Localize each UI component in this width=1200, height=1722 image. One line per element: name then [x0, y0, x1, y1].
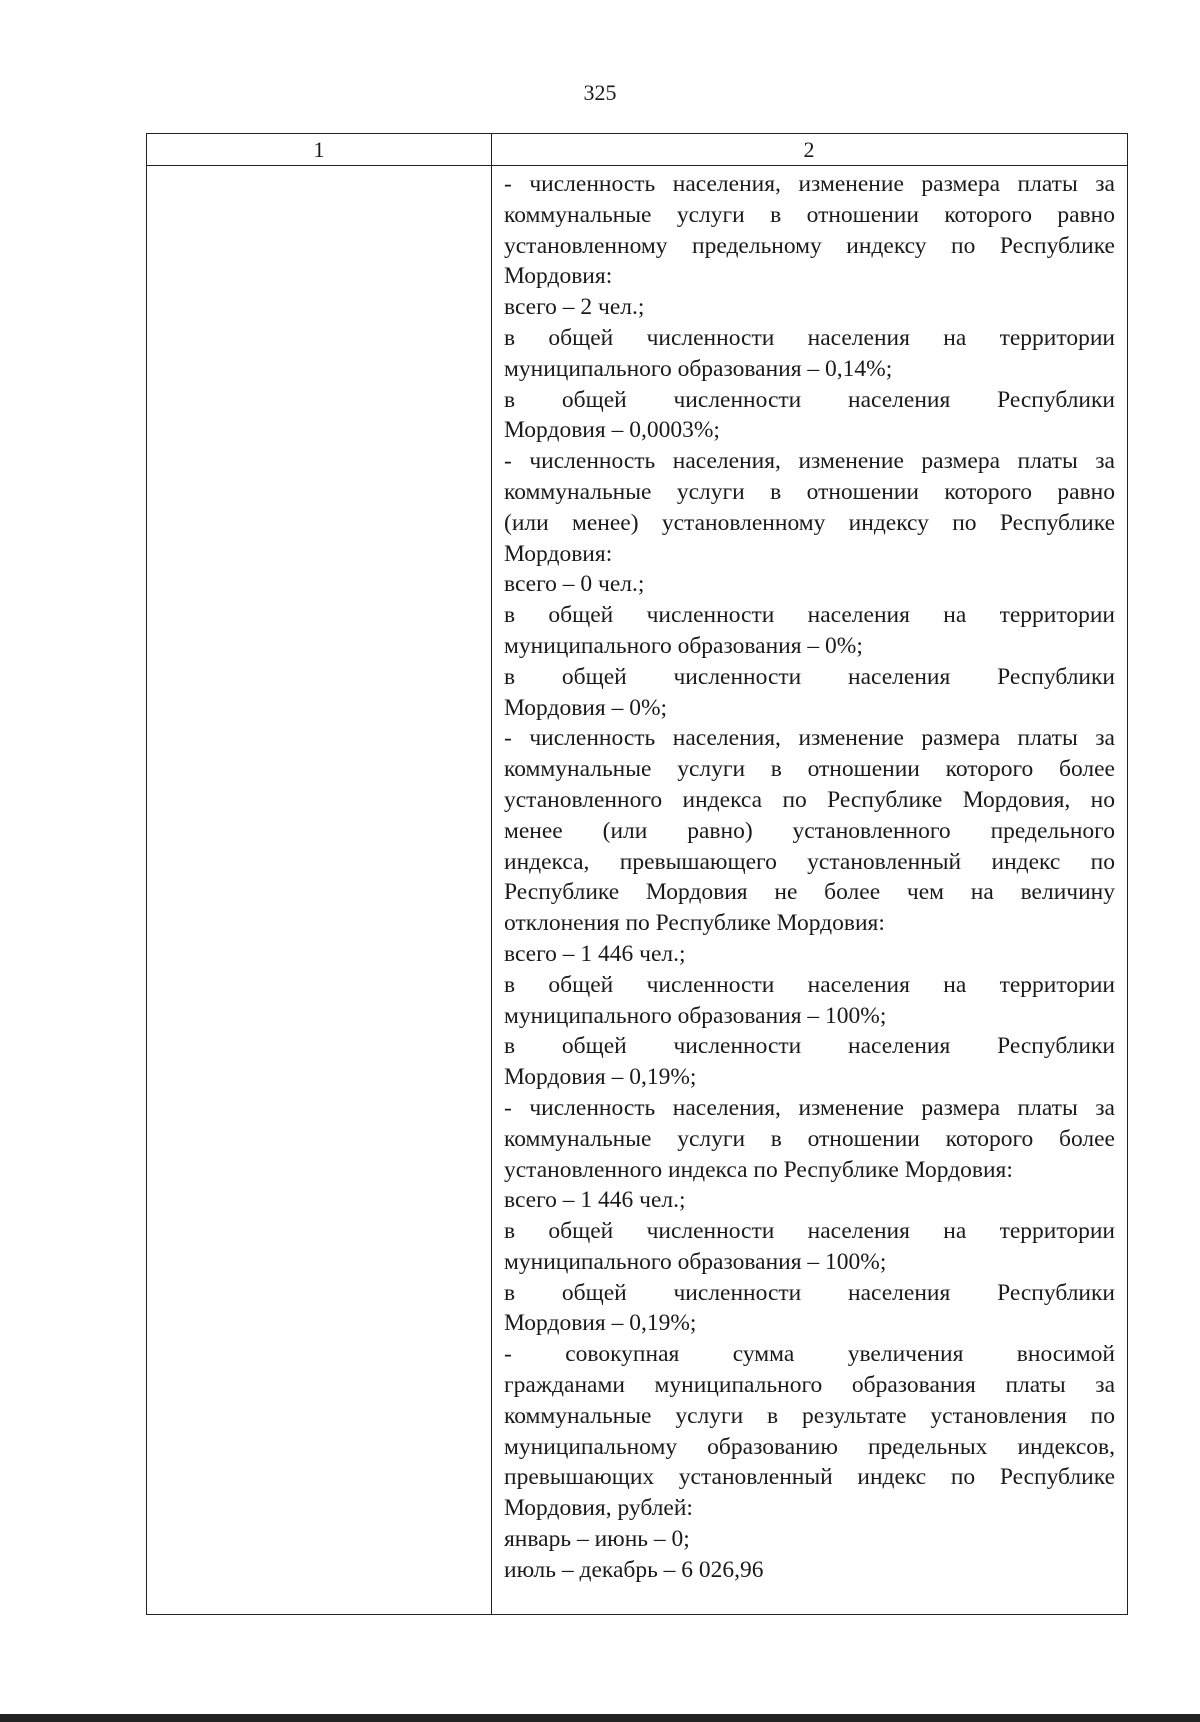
text-line: гражданами муниципального образования платы за — [504, 1372, 1115, 1399]
text-line: коммунальные услуги в результате установления по — [504, 1402, 1115, 1429]
text-line: Мордовия: — [504, 263, 613, 290]
text-line: Мордовия, рублей: — [504, 1495, 693, 1522]
table-header-row — [147, 134, 1127, 166]
text-line: Мордовия – 0,19%; — [504, 1310, 697, 1337]
text-line: июль – декабрь – 6 026,96 — [504, 1556, 764, 1583]
text-line: всего – 1 446 чел.; — [504, 1187, 686, 1214]
column-divider — [491, 134, 492, 1614]
text-line: муниципальному образованию предельных индексов, — [504, 1433, 1115, 1460]
text-line: Мордовия – 0,0003%; — [504, 417, 720, 444]
text-line: - численность населения, изменение размера платы за — [504, 171, 1115, 197]
text-line: в общей численности населения на территории — [504, 971, 1115, 998]
text-line: в общей численности населения Республики — [504, 1279, 1115, 1306]
page-number: 325 — [583, 80, 617, 105]
header-cell-column-1: 1 — [313, 137, 325, 162]
text-line: коммунальные услуги в отношении которого более — [504, 756, 1115, 783]
text-line: в общей численности населения на территории — [504, 1218, 1115, 1245]
text-line: коммунальные услуги в отношении которого более — [504, 1125, 1115, 1152]
text-line: муниципального образования – 0%; — [504, 632, 863, 659]
document-table — [146, 133, 1128, 1615]
text-line: - численность населения, изменение размера платы за — [504, 448, 1115, 475]
text-line: муниципального образования – 100%; — [504, 1248, 887, 1275]
text-line: отклонения по Республике Мордовия: — [504, 910, 885, 937]
column-2-content — [504, 169, 1115, 1586]
text-line: в общей численности населения на территории — [504, 602, 1115, 629]
text-line: январь – июнь – 0; — [504, 1526, 690, 1553]
text-line: в общей численности населения Республики — [504, 663, 1115, 690]
text-line: муниципального образования – 0,14%; — [504, 355, 893, 382]
text-line: Мордовия – 0%; — [504, 694, 668, 721]
text-line: всего – 2 чел.; — [504, 294, 645, 321]
text-line: в общей численности населения Республики — [504, 1033, 1115, 1060]
text-line: менее (или равно) установленного предельного — [504, 817, 1115, 844]
text-line: всего – 0 чел.; — [504, 571, 645, 598]
text-line: установленному предельному индексу по Республике — [504, 232, 1115, 259]
text-line: Мордовия: — [504, 540, 613, 567]
text-line: Республике Мордовия не более чем на величину — [504, 879, 1115, 906]
text-line: Мордовия – 0,19%; — [504, 1064, 697, 1091]
text-line: муниципального образования – 100%; — [504, 1002, 887, 1029]
text-line: установленного индекса по Республике Мордовия: — [504, 1156, 1013, 1183]
text-line: - численность населения, изменение размера платы за — [504, 725, 1115, 752]
text-line: в общей численности населения на территории — [504, 324, 1115, 351]
text-line: - численность населения, изменение размера платы за — [504, 1094, 1115, 1121]
text-line: превышающих установленный индекс по Республике — [504, 1464, 1115, 1491]
text-line: в общей численности населения Республики — [504, 386, 1115, 413]
text-line: (или менее) установленному индексу по Республике — [504, 509, 1115, 536]
text-line: всего – 1 446 чел.; — [504, 940, 686, 967]
text-line: - совокупная сумма увеличения вносимой — [504, 1341, 1115, 1368]
header-cell-column-2: 2 — [803, 137, 815, 162]
text-line: установленного индекса по Республике Мордовия, но — [504, 786, 1115, 813]
text-line: коммунальные услуги в отношении которого равно — [504, 201, 1115, 228]
text-line: индекса, превышающего установленный индекс по — [504, 848, 1115, 875]
text-line: коммунальные услуги в отношении которого равно — [504, 478, 1115, 505]
scan-edge-bar — [0, 1714, 1200, 1722]
